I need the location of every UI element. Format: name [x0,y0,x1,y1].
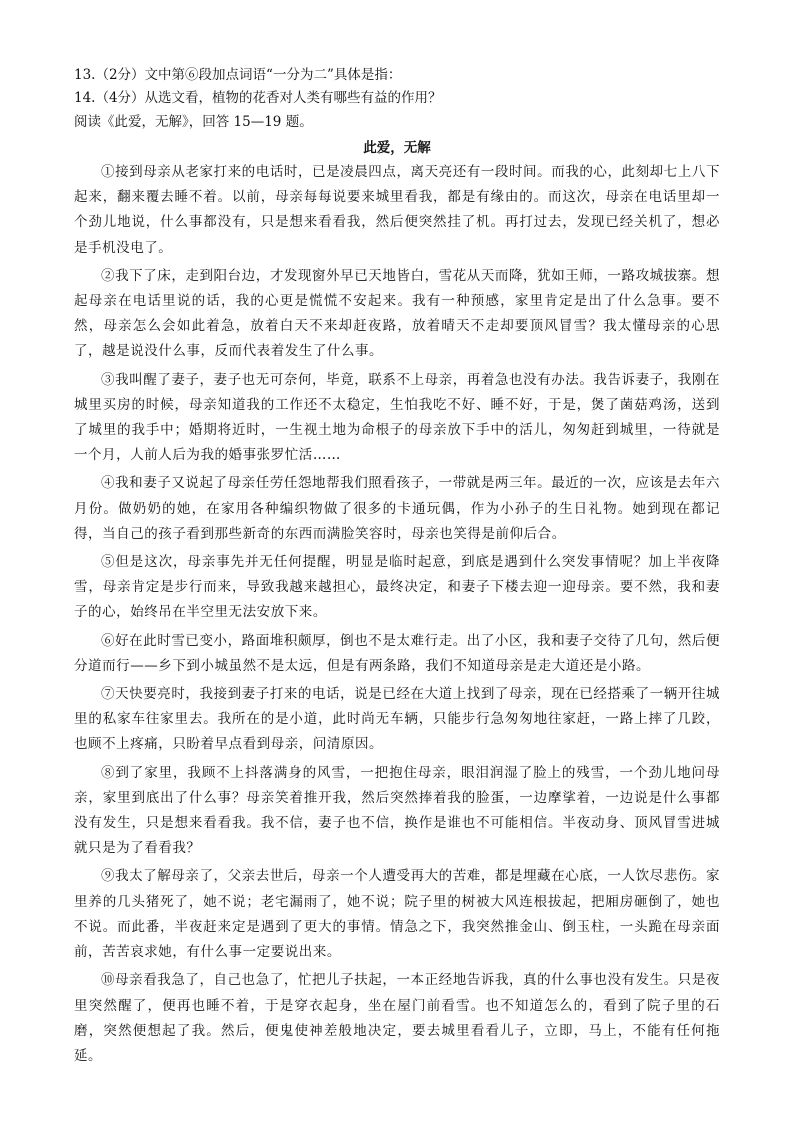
paragraph-10: ⑩母亲看我急了，自己也急了，忙把儿子扶起，一本正经地告诉我，真的什么事也没有发生。只是夜里突然醒了，便再也睡不着，于是穿衣起身，坐在屋门前看雪。也不知道怎么的，看到了院子里的石磨，突然便想起了我。然后，便鬼使神差般地决定，要去城里看看儿子，立即，马上，不能有任何拖延。 [74,972,720,1064]
article-body [74,160,720,1072]
article-title: 此爱，无解 [363,140,431,156]
paragraph-2: ②我下了床，走到阳台边，才发现窗外早已天地皆白，雪花从天而降，犹如王师，一路攻城拔寨。想起母亲在电话里说的话，我的心更是慌慌不安起来。我有一种预感，家里肯定是出了什么急事。要不然，母亲怎么会如此着急，放着白天不来却赶夜路，放着晴天不走却要顶风冒雪？我太懂母亲的心思了，越是说没什么事，反而代表着发生了什么事。 [74,267,720,360]
reading-instruction: 阅读《此爱，无解》，回答 15—19 题。 [74,114,313,130]
paragraph-1: ①接到母亲从老家打来的电话时，已是凌晨四点，离天亮还有一段时间。而我的心，此刻却七上八下起来，翻来覆去睡不着。以前，母亲每每说要来城里看我，都是有缘由的。而这次，母亲在电话里却一个劲儿地说，什么事都没有，只是想来看看我，然后便突然挂了机。再打过去，发现已经关机了，想必是手机没电了。 [74,164,720,256]
question-13: 13.（2分）文中第⑥段加点词语“一分为二”具体是指： [74,67,402,83]
paragraph-6: ⑥好在此时雪已变小，路面堆积颇厚，倒也不是太难行走。出了小区，我和妻子交待了几句，然后便分道而行——乡下到小城虽然不是太远，但是有两条路，我们不知道母亲是走大道还是小路。 [74,632,720,674]
paragraph-4: ④我和妻子又说起了母亲任劳任怨地帮我们照看孩子，一带就是两三年。最近的一次，应该是去年六月份。做奶奶的她，在家用各种编织物做了很多的卡通玩偶，作为小孙子的生日礼物。她到现在都记得，当自己的孩子看到那些新奇的东西而满脸笑容时，母亲也笑得是前仰后合。 [74,475,720,542]
paragraph-8: ⑧到了家里，我顾不上抖落满身的风雪，一把抱住母亲，眼泪润湿了脸上的残雪，一个劲儿地问母亲，家里到底出了什么事？母亲笑着推开我，然后突然捧着我的脸蛋，一边摩挲着，一边说是什么事都没有发生，只是想来看看我。我不信，妻子也不信，换作是谁也不可能相信。半夜动身、顶风冒雪进城就只是为了看看我？ [74,764,720,857]
paragraph-7: ⑦天快要亮时，我接到妻子打来的电话，说是已经在大道上找到了母亲，现在已经搭乘了一辆开往城里的私家车往家里去。我所在的是小道，此时尚无车辆，只能步行急匆匆地往家赶，一路上摔了几跤，也顾不上疼痛，只盼着早点看到母亲，问清原因。 [74,686,720,753]
question-14: 14.（4分）从选文看，植物的花香对人类有哪些有益的作用？ [74,90,442,106]
paragraph-9: ⑨我太了解母亲了，父亲去世后，母亲一个人遭受再大的苦难，都是埋藏在心底，一人饮尽悲伤。家里养的几头猪死了，她不说；老宅漏雨了，她不说；院子里的树被大风连根拔起，把厢房砸倒了，她也不说。而此番，半夜赶来定是遇到了更大的事情。情急之下，我突然推金山、倒玉柱，一头跪在母亲面前，苦苦哀求她，有什么事一定要说出来。 [74,868,720,961]
paragraph-5: ⑤但是这次，母亲事先并无任何提醒，明显是临时起意，到底是遇到什么突发事情呢？加上半夜降雪，母亲肯定是步行而来，导致我越来越担心，最终决定，和妻子下楼去迎一迎母亲。要不然，我和妻子的心，始终吊在半空里无法安放下来。 [74,554,720,621]
paragraph-3: ③我叫醒了妻子，妻子也无可奈何，毕竟，联系不上母亲，再着急也没有办法。我告诉妻子，我刚在城里买房的时候，母亲知道我的工作还不太稳定，生怕我吃不好、睡不好，于是，煲了菌菇鸡汤，送到了城里的我手中；婚期将近时，一生视土地为命根子的母亲放下手中的活儿，匆匆赶到城里，一待就是一个月，人前人后为我的婚事张罗忙活…… [74,371,720,464]
